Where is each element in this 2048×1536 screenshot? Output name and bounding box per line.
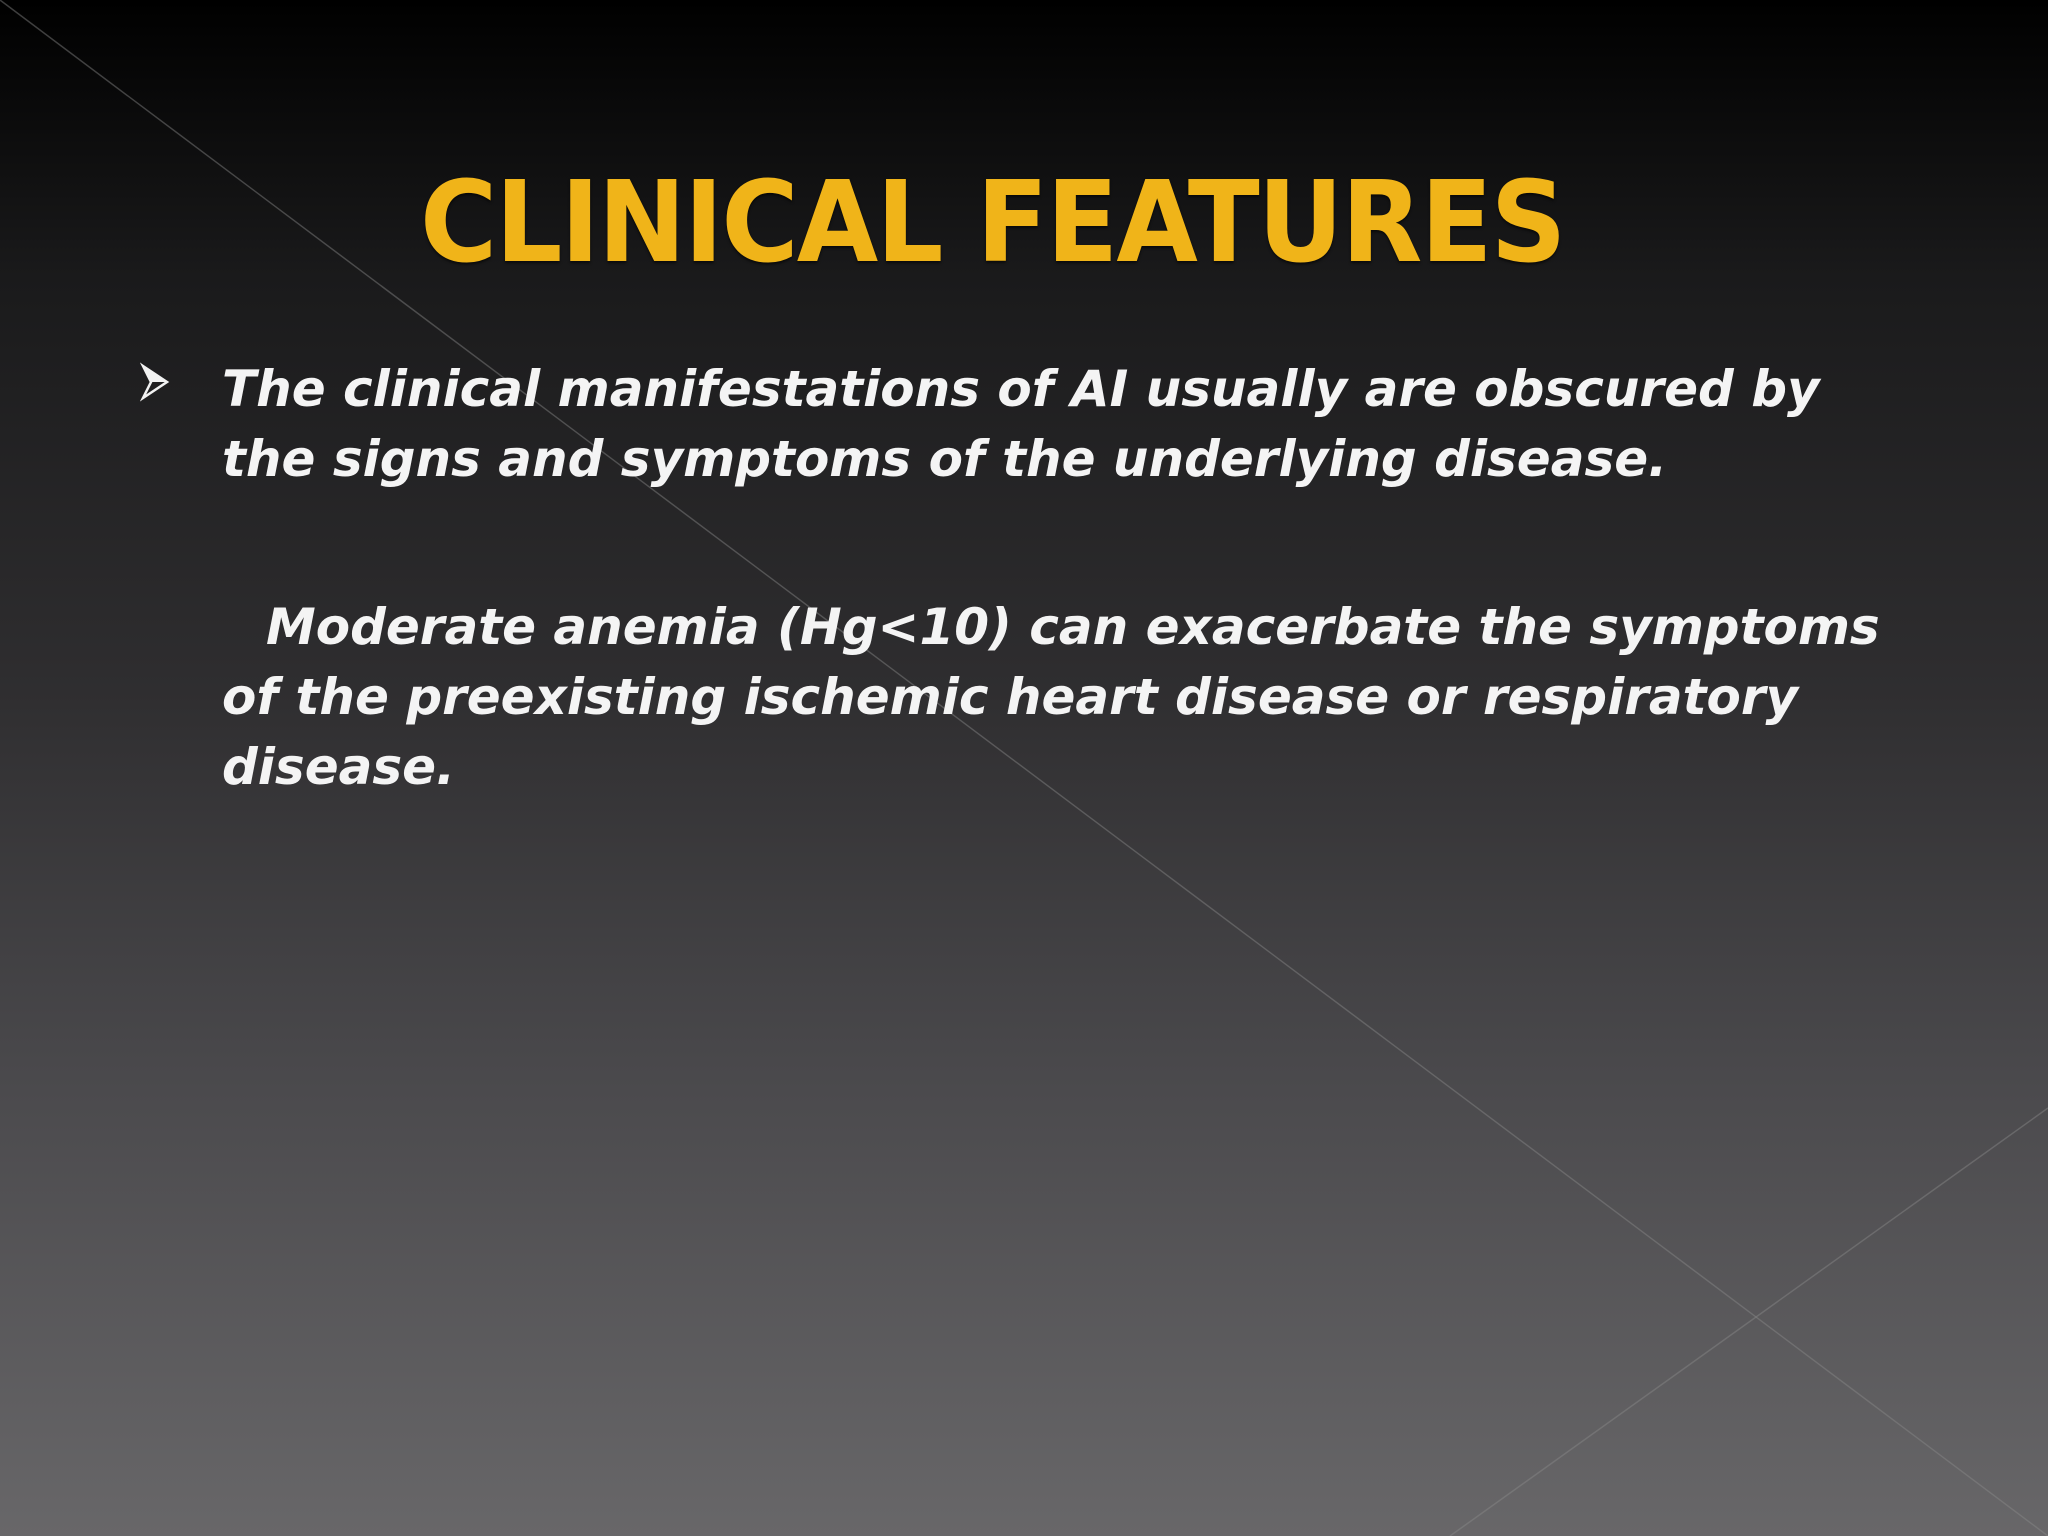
slide-title: CLINICAL FEATURES (420, 158, 1565, 288)
arrowhead-bullet-icon (140, 362, 170, 402)
bullet-text-1: The clinical manifestations of AI usually are obscured by the signs and symptoms of the underlying disease. (222, 360, 1820, 488)
bullet-text-2: Moderate anemia (Hg<10) can exacerbate the symptoms of the preexisting ischemic heart disease or respiratory disease. (222, 598, 1880, 796)
